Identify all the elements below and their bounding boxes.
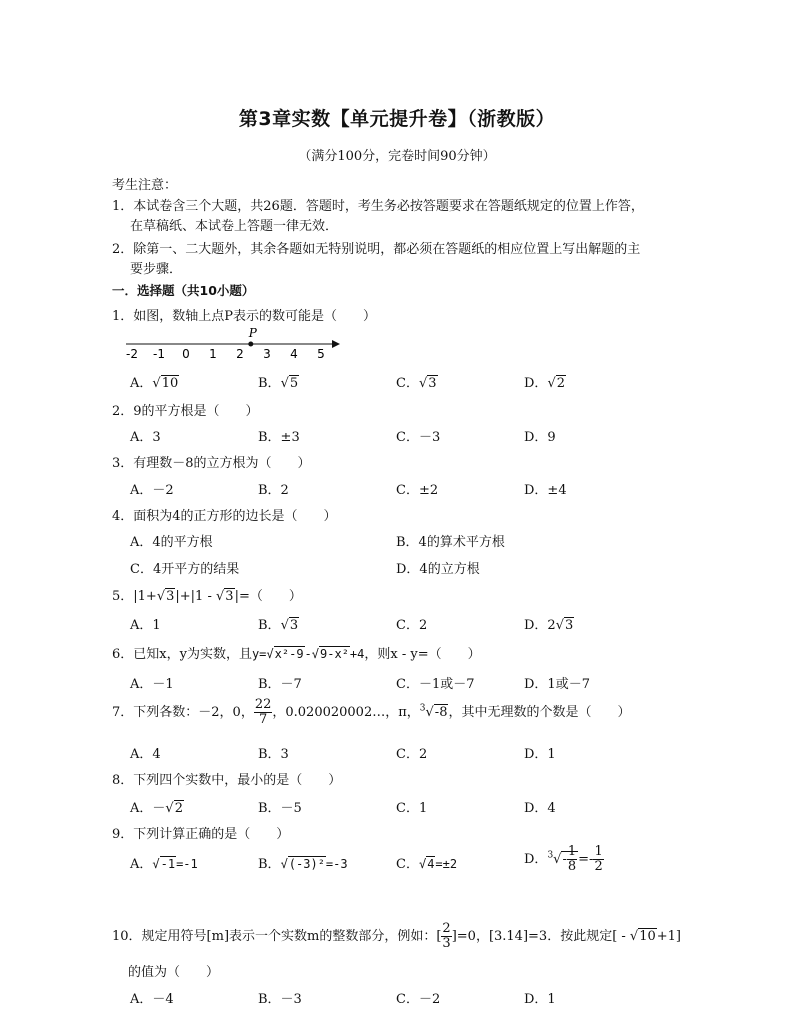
page-title: 第3章实数【单元提升卷】（浙教版） bbox=[238, 108, 556, 130]
q2-option-d[interactable]: D．9 bbox=[524, 430, 556, 445]
q10-option-c[interactable]: C．－2 bbox=[396, 992, 441, 1007]
number-line-tick-label: -2 bbox=[126, 347, 138, 361]
number-line-tick-label: 4 bbox=[290, 347, 298, 361]
q7-fraction: $\frac{22}{7}$ bbox=[254, 697, 272, 727]
q5-option-a[interactable]: A．1 bbox=[130, 618, 161, 633]
q9-option-c[interactable]: C．√4=±2 bbox=[396, 857, 458, 872]
number-line-arrow bbox=[332, 340, 340, 348]
page-subtitle: （满分100分，完卷时间90分钟） bbox=[298, 149, 496, 164]
q10-option-d[interactable]: D．1 bbox=[524, 992, 556, 1007]
q8-option-d[interactable]: D．4 bbox=[524, 801, 556, 816]
q1-stem: 1．如图，数轴上点P表示的数可能是（ ） bbox=[112, 309, 377, 324]
q4-option-a[interactable]: A．4的平方根 bbox=[130, 535, 213, 550]
q3-stem: 3．有理数－8的立方根为（ ） bbox=[112, 456, 311, 471]
notice-item-1-cont: 在草稿纸、本试卷上答题一律无效． bbox=[130, 219, 339, 234]
q10-stem-cont: 的值为（ ） bbox=[128, 965, 220, 980]
q3-option-c[interactable]: C．±2 bbox=[396, 483, 439, 498]
q8-option-c[interactable]: C．1 bbox=[396, 801, 428, 816]
q6-option-b[interactable]: B．－7 bbox=[258, 677, 302, 692]
notice-item-1: 1．本试卷含三个大题，共26题．答题时，考生务必按答题要求在答题纸规定的位置上作答， bbox=[112, 199, 644, 214]
q5-option-c[interactable]: C．2 bbox=[396, 618, 428, 633]
q6-option-d[interactable]: D．1或－7 bbox=[524, 677, 590, 692]
q8-option-a[interactable]: A．－√2 bbox=[130, 801, 183, 816]
q9-stem: 9．下列计算正确的是（ ） bbox=[112, 827, 290, 842]
q4-option-d[interactable]: D．4的立方根 bbox=[396, 562, 480, 577]
q3-option-d[interactable]: D．±4 bbox=[524, 483, 567, 498]
number-line bbox=[118, 326, 344, 362]
q4-option-b[interactable]: B．4的算术平方根 bbox=[396, 535, 505, 550]
q10-option-a[interactable]: A．－4 bbox=[130, 992, 174, 1007]
q7-option-a[interactable]: A．4 bbox=[130, 747, 161, 762]
q6-stem: 6．已知x，y为实数，且y=√x²-9-√9-x²+4，则x - y=（ ） bbox=[112, 647, 481, 662]
q1-option-c[interactable]: C．√3 bbox=[396, 376, 437, 391]
q2-option-b[interactable]: B．±3 bbox=[258, 430, 300, 445]
q9-option-a[interactable]: A．√-1=-1 bbox=[130, 857, 198, 872]
q5-option-b[interactable]: B．√3 bbox=[258, 618, 299, 633]
q3-option-b[interactable]: B．2 bbox=[258, 483, 289, 498]
q4-option-c[interactable]: C．4开平方的结果 bbox=[130, 562, 240, 577]
q10-option-b[interactable]: B．－3 bbox=[258, 992, 302, 1007]
q5-stem: 5．|1+√3|+|1 - √3|=（ ） bbox=[112, 589, 302, 604]
number-line-tick-label: -1 bbox=[153, 347, 165, 361]
q10-stem: 10．规定用符号[m]表示一个实数m的整数部分，例如：[ $\frac{2}{3}$ ]=0，[3.14]=3．按此规定[ - √10+1] bbox=[112, 921, 682, 951]
notice-heading: 考生注意： bbox=[112, 178, 178, 193]
q8-stem: 8．下列四个实数中，最小的是（ ） bbox=[112, 773, 342, 788]
point-p bbox=[248, 342, 253, 347]
number-line-tick-label: 1 bbox=[209, 347, 217, 361]
q2-stem: 2．9的平方根是（ ） bbox=[112, 404, 259, 419]
number-line-tick-label: 0 bbox=[182, 347, 190, 361]
q6-option-a[interactable]: A．－1 bbox=[130, 677, 174, 692]
q9-option-d[interactable]: D．$^3$√- $\frac{1}{8}$ =- $\frac{1}{2}$ bbox=[524, 844, 603, 874]
number-line-tick-label: 3 bbox=[263, 347, 271, 361]
q7-option-c[interactable]: C．2 bbox=[396, 747, 428, 762]
notice-item-2-cont: 要步骤． bbox=[130, 262, 183, 277]
q6-option-c[interactable]: C．－1或－7 bbox=[396, 677, 475, 692]
q4-stem: 4．面积为4的正方形的边长是（ ） bbox=[112, 509, 337, 524]
q1-option-b[interactable]: B．√5 bbox=[258, 376, 299, 391]
q9-option-b[interactable]: B．√(-3)²=-3 bbox=[258, 857, 348, 872]
q2-option-c[interactable]: C．－3 bbox=[396, 430, 441, 445]
number-line-tick-label: 2 bbox=[236, 347, 244, 361]
point-p-label: P bbox=[248, 326, 257, 340]
q1-option-d[interactable]: D．√2 bbox=[524, 376, 566, 391]
q3-option-a[interactable]: A．－2 bbox=[130, 483, 174, 498]
number-line-tick-label: 5 bbox=[317, 347, 325, 361]
q2-option-a[interactable]: A．3 bbox=[130, 430, 161, 445]
q8-option-b[interactable]: B．－5 bbox=[258, 801, 302, 816]
section-heading: 一．选择题（共10小题） bbox=[112, 283, 255, 298]
q1-option-a[interactable]: A．√10 bbox=[130, 376, 179, 391]
q7-option-d[interactable]: D．1 bbox=[524, 747, 556, 762]
notice-item-2: 2．除第一、二大题外，其余各题如无特别说明，都必须在答题纸的相应位置上写出解题的主 bbox=[112, 242, 641, 257]
q5-option-d[interactable]: D．2√3 bbox=[524, 618, 574, 633]
q7-stem: 7．下列各数：－2，0， $\frac{22}{7}$ ，0.020020002…，π，$^3$√-8，其中无理数的个数是（ ） bbox=[112, 697, 631, 727]
q7-option-b[interactable]: B．3 bbox=[258, 747, 289, 762]
